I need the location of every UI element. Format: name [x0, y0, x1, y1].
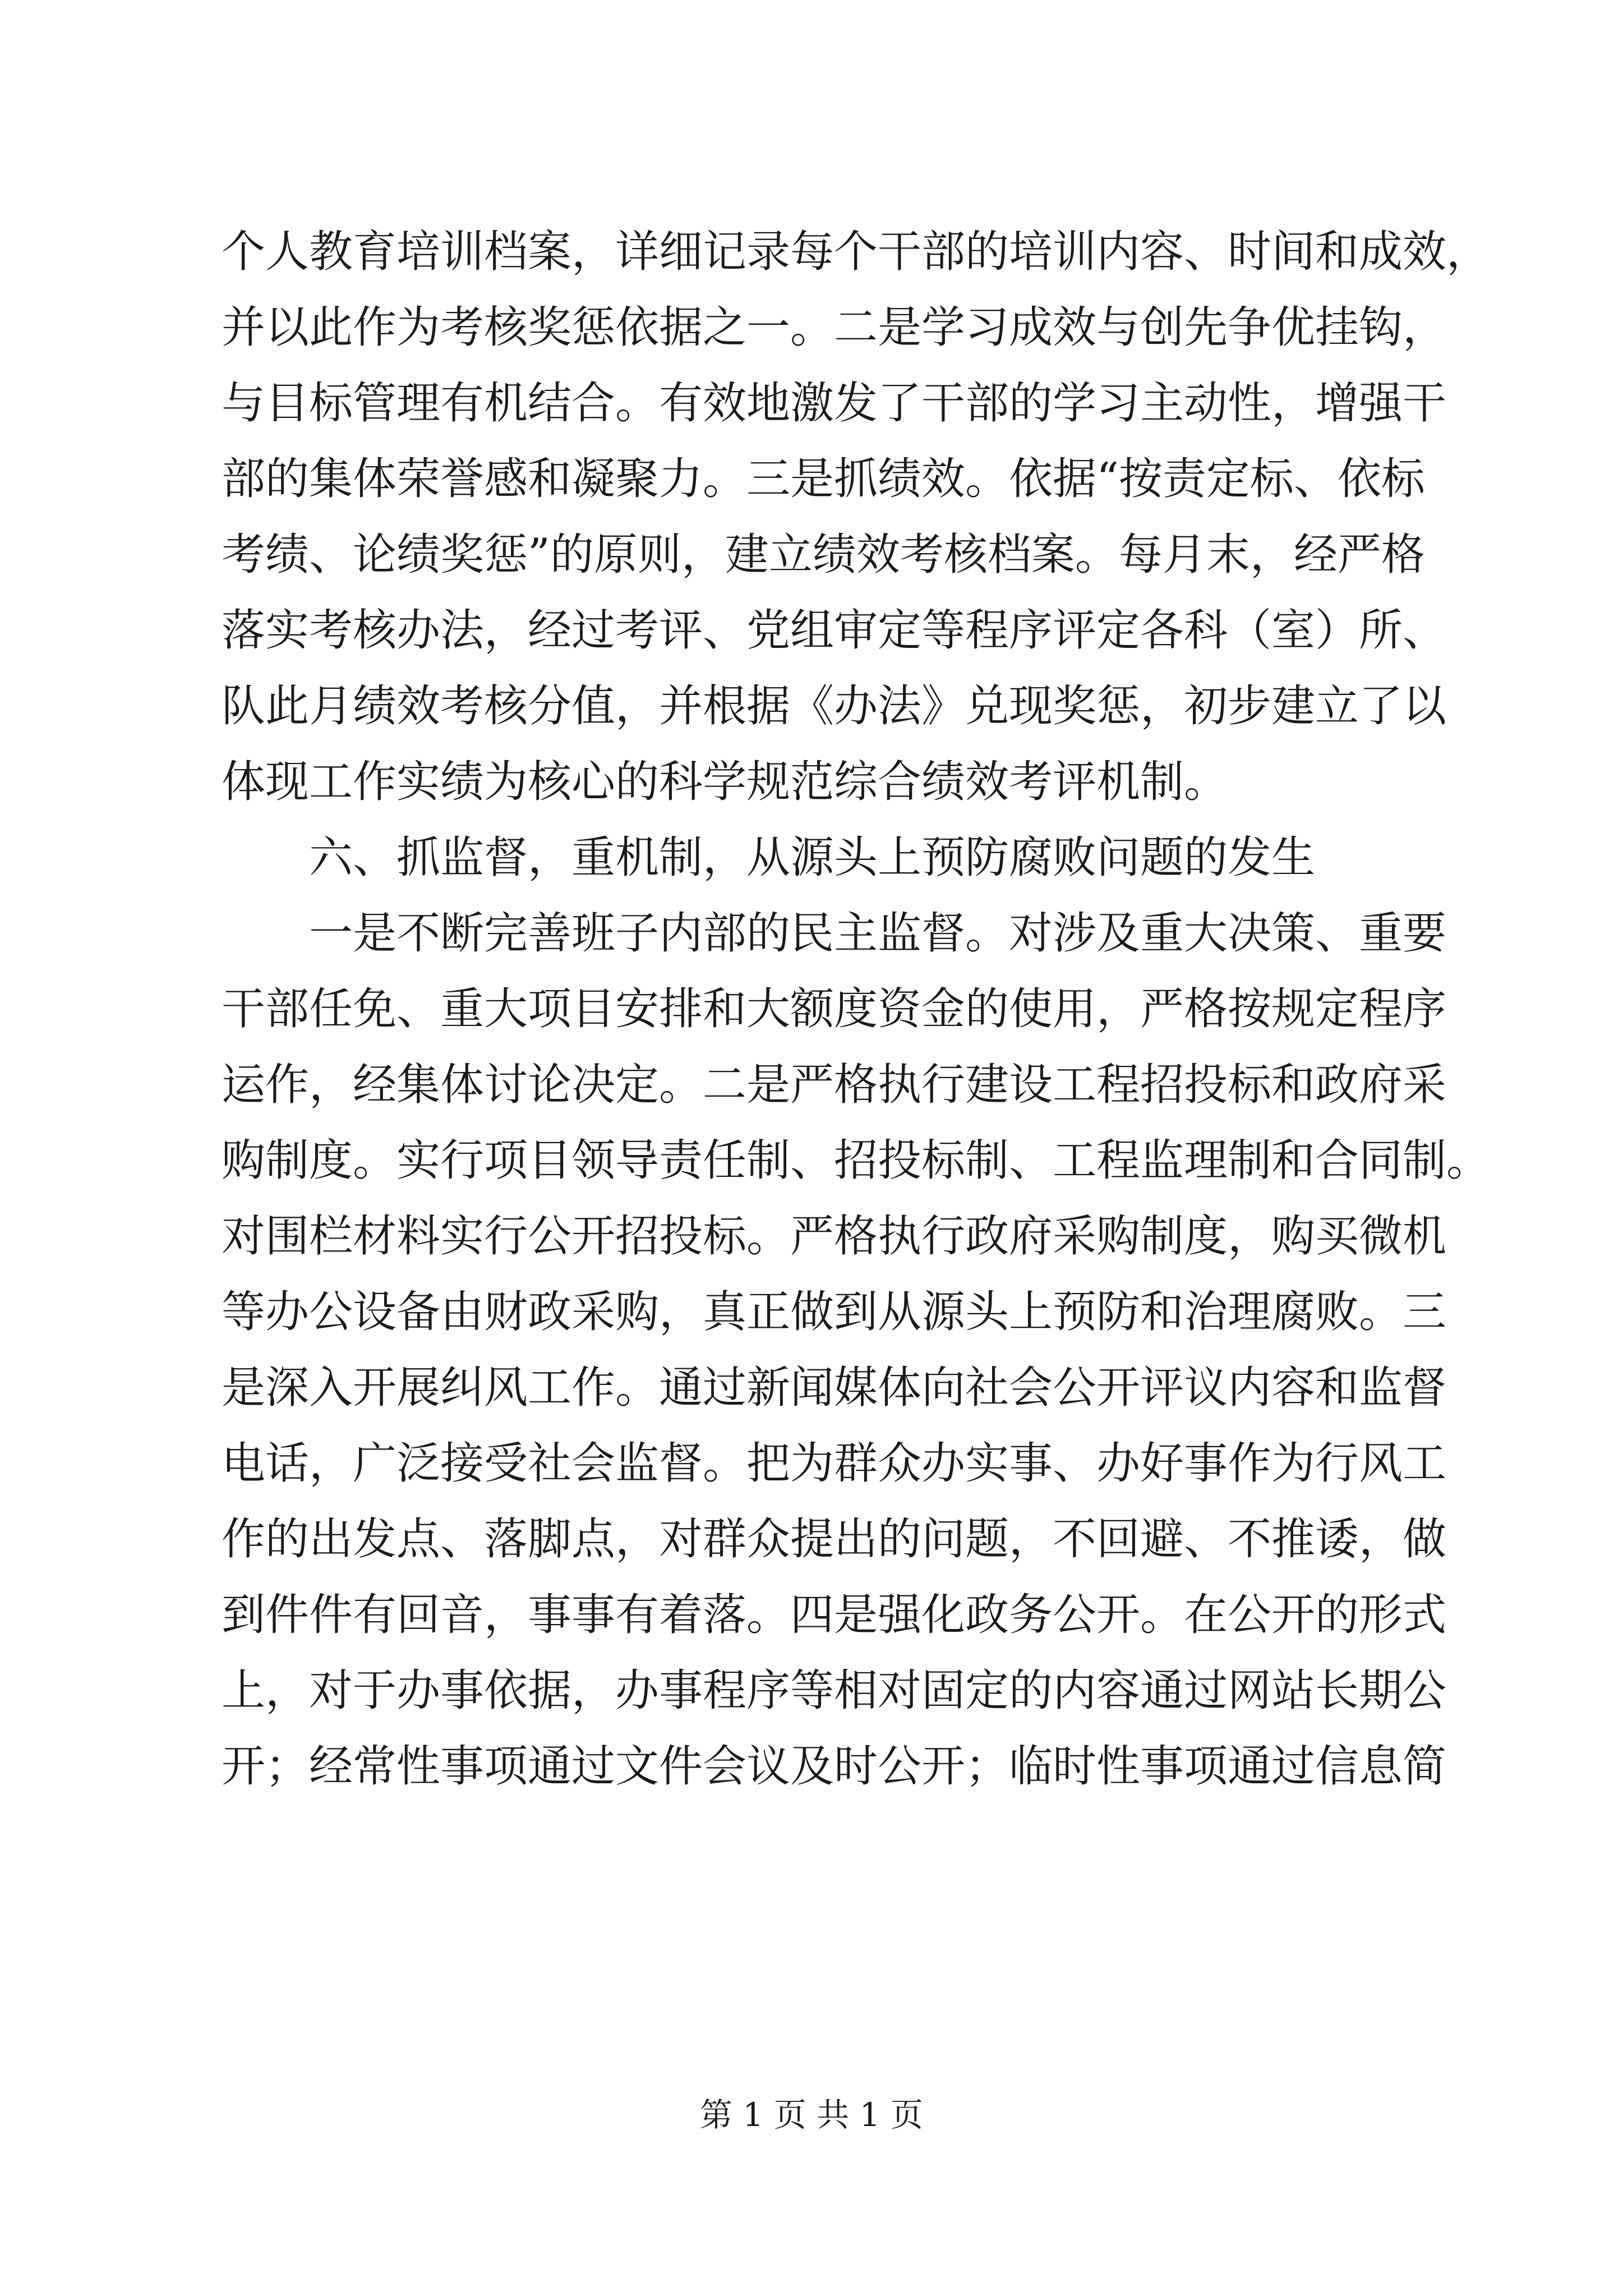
section-heading: 六、抓监督，重机制，从源头上预防腐败问题的发生 — [309, 832, 1316, 883]
text-line: 与目标管理有机结合。有效地激发了干部的学习主动性，增强干 — [222, 378, 1447, 429]
body-text — [222, 214, 1491, 1805]
text-line: 购制度。实行项目领导责任制、招投标制、工程监理制和合同制。 — [222, 1135, 1491, 1186]
text-line: 部的集体荣誉感和凝聚力。三是抓绩效。依据“按责定标、依标 — [222, 454, 1425, 504]
text-line: 对围栏材料实行公开招投标。严格执行政府采购制度，购买微机 — [222, 1211, 1447, 1262]
text-line: 队此月绩效考核分值，并根据《办法》兑现奖惩，初步建立了以 — [222, 681, 1447, 731]
text-line: 个人教育培训档案，详细记录每个干部的培训内容、时间和成效， — [222, 227, 1491, 277]
text-line: 开；经常性事项通过文件会议及时公开；临时性事项通过信息简 — [222, 1741, 1447, 1792]
page-footer: 第 1 页 共 1 页 — [700, 2096, 923, 2134]
text-line: 并以此作为考核奖惩依据之一。二是学习成效与创先争优挂钩， — [222, 302, 1447, 353]
text-line: 作的出发点、落脚点，对群众提出的问题，不回避、不推诿，做 — [222, 1514, 1447, 1565]
text-line: 电话，广泛接受社会监督。把为群众办实事、办好事作为行风工 — [222, 1438, 1447, 1489]
text-line: 体现工作实绩为核心的科学规范综合绩效考评机制。 — [222, 757, 1228, 807]
text-line: 运作，经集体讨论决定。二是严格执行建设工程招投标和政府采 — [222, 1060, 1447, 1110]
text-line: 考绩、论绩奖惩”的原则，建立绩效考核档案。每月末，经严格 — [222, 530, 1425, 580]
text-line: 等办公设备由财政采购，真正做到从源头上预防和治理腐败。三 — [222, 1287, 1447, 1337]
text-line: 落实考核办法，经过考评、党组审定等程序评定各科（室）所、 — [222, 605, 1447, 656]
text-line: 一是不断完善班子内部的民主监督。对涉及重大决策、重要 — [309, 908, 1447, 959]
text-line: 到件件有回音，事事有着落。四是强化政务公开。在公开的形式 — [222, 1590, 1447, 1640]
text-line: 是深入开展纠风工作。通过新闻媒体向社会公开评议内容和监督 — [222, 1363, 1447, 1413]
text-line: 干部任免、重大项目安排和大额度资金的使用，严格按规定程序 — [222, 984, 1447, 1034]
text-line: 上，对于办事依据，办事程序等相对固定的内容通过网站长期公 — [222, 1665, 1447, 1716]
